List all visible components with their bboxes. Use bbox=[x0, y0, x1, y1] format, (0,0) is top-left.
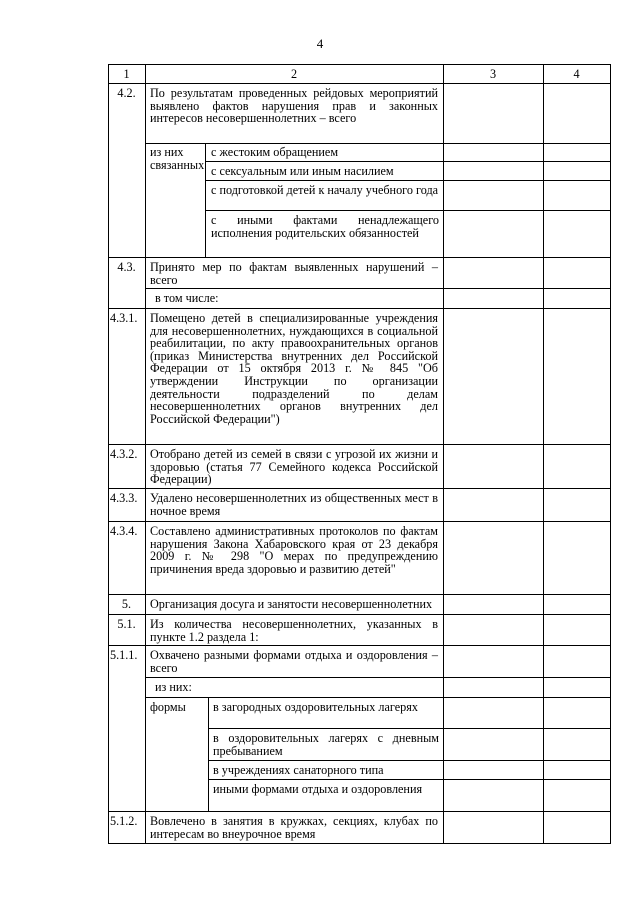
row-sub-5-1-1-1: в загородных оздоровительных лагерях bbox=[213, 700, 418, 714]
row-num-4-3-2: 4.3.2. bbox=[110, 447, 138, 461]
row-text-4-3: Принято мер по фактам выявленных нарушений – всего bbox=[150, 260, 438, 287]
row-sub-5-1-1-2: в оздоровительных лагерях с дневным пребыванием bbox=[213, 731, 439, 758]
row-num-5-1-1: 5.1.1. bbox=[110, 648, 138, 662]
row-num-4-3-4: 4.3.4. bbox=[110, 524, 138, 538]
row-num-5-1: 5.1. bbox=[117, 617, 136, 631]
row-text-5-1: Из количества несовершеннолетних, указанных в пункте 1.2 раздела 1: bbox=[150, 617, 438, 644]
row-text-4-3-1: Помещено детей в специализированные учреждения для несовершеннолетних, нуждающихся в социальной реабилитации, по акту правоохранительных органов (приказ Министерства внутренних дел Российской Федерации от 15 октября 2013 г. № 845 "Об утверждении Инструкции по организации деятельности подразделений по делам несовершеннолетних органов внутренних дел Российской Федерации") bbox=[150, 311, 438, 426]
row-sub-4-2-1: с жестоким обращением bbox=[211, 145, 339, 159]
row-sub-4-2-2: с сексуальным или иным насилием bbox=[211, 164, 394, 178]
row-text-4-3-4: Составлено административных протоколов по фактам нарушения Закона Хабаровского края от 23 декабря 2009 г. № 298 "О мерах по предупреждению причинения вреда здоровью и развитию детей" bbox=[150, 524, 438, 576]
row-forms-5-1-1: формы bbox=[150, 700, 186, 714]
page-number: 4 bbox=[316, 36, 324, 51]
row-num-4-2: 4.2. bbox=[117, 86, 136, 100]
row-sub-4-2-4: с иными фактами ненадлежащего исполнения родительских обязанностей bbox=[211, 213, 439, 240]
row-text-5-1-2: Вовлечено в занятия в кружках, секциях, клубах по интересам во внеурочное время bbox=[150, 814, 438, 841]
row-sublabel-4-2: из них связанных bbox=[150, 145, 205, 172]
row-sub-4-2-3: с подготовкой детей к началу учебного года bbox=[211, 183, 439, 197]
header-col-1: 1 bbox=[123, 67, 130, 81]
row-text-4-3-3: Удалено несовершеннолетних из общественных мест в ночное время bbox=[150, 491, 438, 518]
row-inc-5-1-1: из них: bbox=[155, 680, 192, 694]
row-text-4-3-2: Отобрано детей из семей в связи с угрозой их жизни и здоровью (статья 77 Семейного кодекса Российской Федерации) bbox=[150, 447, 438, 487]
row-inc-4-3: в том числе: bbox=[155, 291, 219, 305]
header-col-2: 2 bbox=[290, 67, 298, 81]
header-col-4: 4 bbox=[573, 67, 580, 81]
row-text-5-1-1: Охвачено разными формами отдыха и оздоровления – всего bbox=[150, 648, 438, 675]
row-num-5-1-2: 5.1.2. bbox=[110, 814, 138, 828]
row-sub-5-1-1-3: в учреждениях санаторного типа bbox=[213, 763, 384, 777]
header-col-3: 3 bbox=[489, 67, 497, 81]
row-num-4-3-3: 4.3.3. bbox=[110, 491, 138, 505]
row-sub-5-1-1-4: иными формами отдыха и оздоровления bbox=[213, 782, 423, 796]
row-text-4-2: По результатам проведенных рейдовых мероприятий выявлено фактов нарушения прав и законных интересов несовершеннолетних – всего bbox=[150, 86, 438, 126]
row-text-5: Организация досуга и занятости несовершеннолетних bbox=[150, 597, 433, 611]
row-num-5: 5. bbox=[121, 597, 132, 611]
row-num-4-3-1: 4.3.1. bbox=[110, 311, 138, 325]
row-num-4-3: 4.3. bbox=[117, 260, 136, 274]
